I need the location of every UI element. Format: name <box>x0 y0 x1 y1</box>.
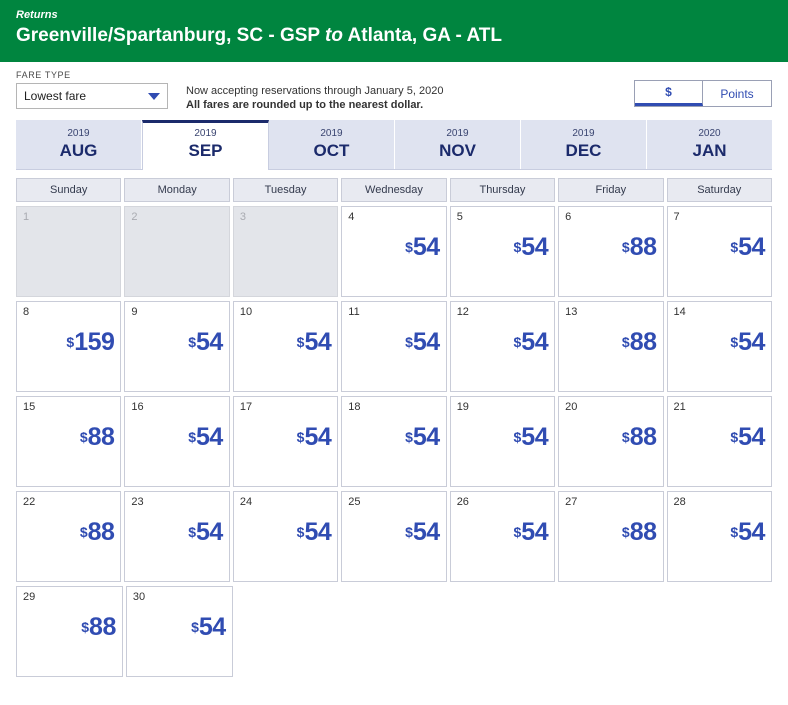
calendar-day-cell[interactable] <box>233 301 338 392</box>
currency-symbol: $ <box>730 429 739 445</box>
fare-amount: 54 <box>304 328 332 356</box>
currency-symbol: $ <box>188 334 197 350</box>
day-number: 19 <box>456 401 469 413</box>
fare-amount: 54 <box>521 518 549 546</box>
fare-type-selected-value: Lowest fare <box>24 89 87 103</box>
month-tab-aug[interactable] <box>16 120 142 169</box>
fare-price <box>451 518 548 547</box>
fare-price <box>342 423 439 452</box>
page-header <box>0 0 788 62</box>
currency-symbol: $ <box>188 524 197 540</box>
month-tab-name: NOV <box>439 141 476 160</box>
day-number: 26 <box>456 496 469 508</box>
fare-price <box>17 613 116 642</box>
day-number: 24 <box>239 496 253 508</box>
currency-symbol: $ <box>730 524 739 540</box>
currency-symbol: $ <box>296 429 305 445</box>
fare-amount: 159 <box>74 328 115 356</box>
day-number: 12 <box>456 306 469 318</box>
fare-price <box>342 328 439 357</box>
route-destination: Atlanta, GA - ATL <box>347 25 502 46</box>
day-number: 14 <box>673 306 686 318</box>
fare-amount: 54 <box>412 233 440 261</box>
fare-amount: 54 <box>521 328 549 356</box>
fare-amount: 54 <box>412 423 440 451</box>
calendar-day-cell[interactable] <box>558 301 663 392</box>
month-tab-year: 2019 <box>194 128 217 139</box>
day-number: 30 <box>132 591 146 603</box>
fare-price <box>559 423 656 452</box>
calendar-day-cell[interactable] <box>667 396 772 487</box>
currency-symbol: $ <box>513 239 522 255</box>
currency-symbol: $ <box>79 429 88 445</box>
fare-price <box>125 518 222 547</box>
calendar-day-cell[interactable] <box>233 396 338 487</box>
weekday-sunday: Sunday <box>16 178 121 202</box>
fare-price <box>668 233 765 262</box>
fare-type-select[interactable] <box>16 83 168 109</box>
currency-symbol: $ <box>79 524 88 540</box>
header-subtitle: Returns <box>16 9 58 21</box>
day-number: 9 <box>131 306 138 318</box>
calendar-week-row <box>16 301 772 392</box>
month-tab-name: AUG <box>59 141 98 160</box>
weekday-monday: Monday <box>124 178 229 202</box>
day-number: 7 <box>673 211 680 223</box>
day-number: 18 <box>348 401 361 413</box>
fare-amount: 88 <box>87 423 115 451</box>
fare-amount: 88 <box>87 518 115 546</box>
weekday-tuesday: Tuesday <box>233 178 338 202</box>
fare-price <box>451 423 548 452</box>
currency-symbol: $ <box>405 334 413 350</box>
calendar-cell-empty <box>344 586 449 677</box>
currency-symbol: $ <box>81 619 90 635</box>
currency-symbol: $ <box>621 429 630 445</box>
currency-symbol: $ <box>405 239 413 255</box>
fare-price <box>451 328 548 357</box>
fare-amount: 54 <box>738 518 765 546</box>
month-tab-dec[interactable] <box>521 120 647 169</box>
calendar-week-row <box>16 396 772 487</box>
currency-symbol: $ <box>296 524 305 540</box>
calendar-day-cell[interactable] <box>450 396 555 487</box>
day-number: 17 <box>239 401 253 413</box>
currency-symbol: $ <box>730 239 739 255</box>
day-number: 15 <box>23 401 36 413</box>
route-origin: Greenville/Spartanburg, SC - GSP <box>16 25 320 46</box>
fare-amount: 54 <box>198 613 226 641</box>
weekday-header-row <box>16 178 772 202</box>
day-number: 11 <box>348 306 360 318</box>
calendar-day-cell[interactable] <box>341 301 446 392</box>
calendar-cell-empty <box>667 586 772 677</box>
month-tabs <box>16 120 772 170</box>
currency-toggle[interactable] <box>634 80 772 107</box>
fare-amount: 54 <box>196 328 223 356</box>
calendar-day-cell[interactable] <box>450 206 555 297</box>
currency-symbol: $ <box>405 524 413 540</box>
fare-price <box>559 518 656 547</box>
calendar-day-cell[interactable] <box>16 586 123 677</box>
day-number: 28 <box>673 496 686 508</box>
calendar-day-cell[interactable] <box>667 301 772 392</box>
currency-symbol: $ <box>188 429 197 445</box>
currency-symbol: $ <box>66 334 75 350</box>
fare-amount: 54 <box>521 423 549 451</box>
calendar-day-cell <box>233 206 338 297</box>
fare-amount: 54 <box>304 518 332 546</box>
fare-price <box>17 423 114 452</box>
calendar-day-cell <box>124 206 229 297</box>
calendar-cell-empty <box>559 586 664 677</box>
month-tab-name: OCT <box>313 141 350 160</box>
month-tab-year: 2019 <box>67 128 90 139</box>
day-number: 10 <box>239 306 253 318</box>
fare-amount: 54 <box>521 233 549 261</box>
fare-amount: 88 <box>629 328 657 356</box>
currency-symbol: $ <box>513 524 522 540</box>
weekday-saturday: Saturday <box>667 178 772 202</box>
day-number: 8 <box>23 306 30 318</box>
day-number: 5 <box>456 211 463 223</box>
month-tab-name: DEC <box>565 141 602 160</box>
currency-symbol: $ <box>730 334 739 350</box>
weekday-friday: Friday <box>558 178 663 202</box>
month-tab-oct[interactable] <box>269 120 395 169</box>
fare-amount: 54 <box>738 328 765 356</box>
fare-amount: 54 <box>412 328 440 356</box>
fare-price <box>234 328 331 357</box>
fare-price <box>125 423 222 452</box>
calendar-day-cell[interactable] <box>341 396 446 487</box>
calendar-day-cell[interactable] <box>16 491 121 582</box>
fare-type-label: FARE TYPE <box>16 70 71 80</box>
weekday-wednesday: Wednesday <box>341 178 446 202</box>
fare-price <box>451 233 548 262</box>
fare-price <box>127 613 226 642</box>
fare-price <box>559 233 656 262</box>
fare-amount: 54 <box>196 518 223 546</box>
currency-symbol: $ <box>513 429 522 445</box>
currency-symbol: $ <box>405 429 413 445</box>
day-number: 23 <box>131 496 144 508</box>
calendar-day-cell[interactable] <box>558 206 663 297</box>
fare-amount: 54 <box>196 423 223 451</box>
calendar-week-row <box>16 206 772 297</box>
fare-amount: 54 <box>738 233 765 261</box>
currency-symbol: $ <box>621 334 630 350</box>
calendar-day-cell[interactable] <box>124 491 229 582</box>
month-tab-name: JAN <box>692 141 727 160</box>
day-number: 2 <box>131 211 138 223</box>
calendar-grid <box>16 206 772 677</box>
notice-line-1: Now accepting reservations through January 5, 2020 <box>186 85 444 97</box>
calendar-day-cell[interactable] <box>667 491 772 582</box>
calendar-day-cell[interactable] <box>341 206 446 297</box>
fare-price <box>668 423 765 452</box>
calendar-week-row <box>16 586 772 677</box>
chevron-down-icon[interactable] <box>141 84 167 108</box>
day-number: 22 <box>23 496 36 508</box>
calendar-day-cell[interactable] <box>558 396 663 487</box>
calendar-day-cell[interactable] <box>16 396 121 487</box>
fare-options-bar <box>0 62 788 120</box>
fare-price <box>668 518 765 547</box>
day-number: 13 <box>565 306 578 318</box>
fare-amount: 88 <box>629 423 657 451</box>
fare-amount: 88 <box>89 613 116 641</box>
currency-symbol: $ <box>621 524 630 540</box>
calendar-day-cell[interactable] <box>124 396 229 487</box>
month-tab-nov[interactable] <box>395 120 521 169</box>
month-tab-year: 2019 <box>572 128 595 139</box>
month-tab-year: 2019 <box>320 128 343 139</box>
toggle-option-points[interactable]: Points <box>720 86 754 101</box>
day-number: 20 <box>565 401 578 413</box>
route-separator: to <box>325 25 343 46</box>
reservation-notice <box>186 83 443 112</box>
month-tab-jan[interactable] <box>647 120 772 169</box>
fare-amount: 54 <box>304 423 332 451</box>
currency-symbol: $ <box>621 239 630 255</box>
day-number: 3 <box>239 211 246 223</box>
fare-price <box>342 233 439 262</box>
fare-amount: 88 <box>629 233 657 261</box>
fare-price <box>342 518 439 547</box>
notice-line-2: All fares are rounded up to the nearest dollar. <box>186 99 424 111</box>
calendar-day-cell[interactable] <box>450 491 555 582</box>
month-tab-year: 2020 <box>698 128 721 139</box>
day-number: 27 <box>565 496 578 508</box>
calendar-day-cell[interactable] <box>558 491 663 582</box>
month-tab-name: SEP <box>188 141 223 160</box>
fare-price <box>17 328 114 357</box>
calendar-day-cell[interactable] <box>667 206 772 297</box>
currency-symbol: $ <box>296 334 305 350</box>
day-number: 16 <box>131 401 144 413</box>
day-number: 25 <box>348 496 361 508</box>
calendar-cell-empty <box>451 586 556 677</box>
day-number: 29 <box>23 591 36 603</box>
weekday-thursday: Thursday <box>450 178 555 202</box>
fare-price <box>125 328 222 357</box>
currency-symbol: $ <box>191 619 199 635</box>
currency-symbol: $ <box>513 334 522 350</box>
fare-amount: 54 <box>412 518 440 546</box>
calendar-day-cell[interactable] <box>450 301 555 392</box>
fare-amount: 54 <box>738 423 765 451</box>
day-number: 6 <box>565 211 572 223</box>
day-number: 4 <box>348 211 355 223</box>
calendar-day-cell[interactable] <box>16 301 121 392</box>
fare-price <box>234 423 331 452</box>
calendar-day-cell[interactable] <box>124 301 229 392</box>
day-number: 21 <box>673 401 686 413</box>
calendar-day-cell[interactable] <box>233 491 338 582</box>
day-number: 1 <box>23 211 30 223</box>
calendar-cell-empty <box>236 586 341 677</box>
page-title <box>16 24 772 48</box>
fare-price <box>234 518 331 547</box>
month-tab-year: 2019 <box>446 128 469 139</box>
fare-price <box>559 328 656 357</box>
calendar-day-cell[interactable] <box>126 586 233 677</box>
calendar-day-cell <box>16 206 121 297</box>
fare-amount: 88 <box>629 518 657 546</box>
fare-price <box>17 518 114 547</box>
month-tab-sep[interactable] <box>142 120 269 170</box>
calendar-week-row <box>16 491 772 582</box>
calendar-day-cell[interactable] <box>341 491 446 582</box>
toggle-option-dollars[interactable]: $ <box>635 81 703 106</box>
fare-price <box>668 328 765 357</box>
